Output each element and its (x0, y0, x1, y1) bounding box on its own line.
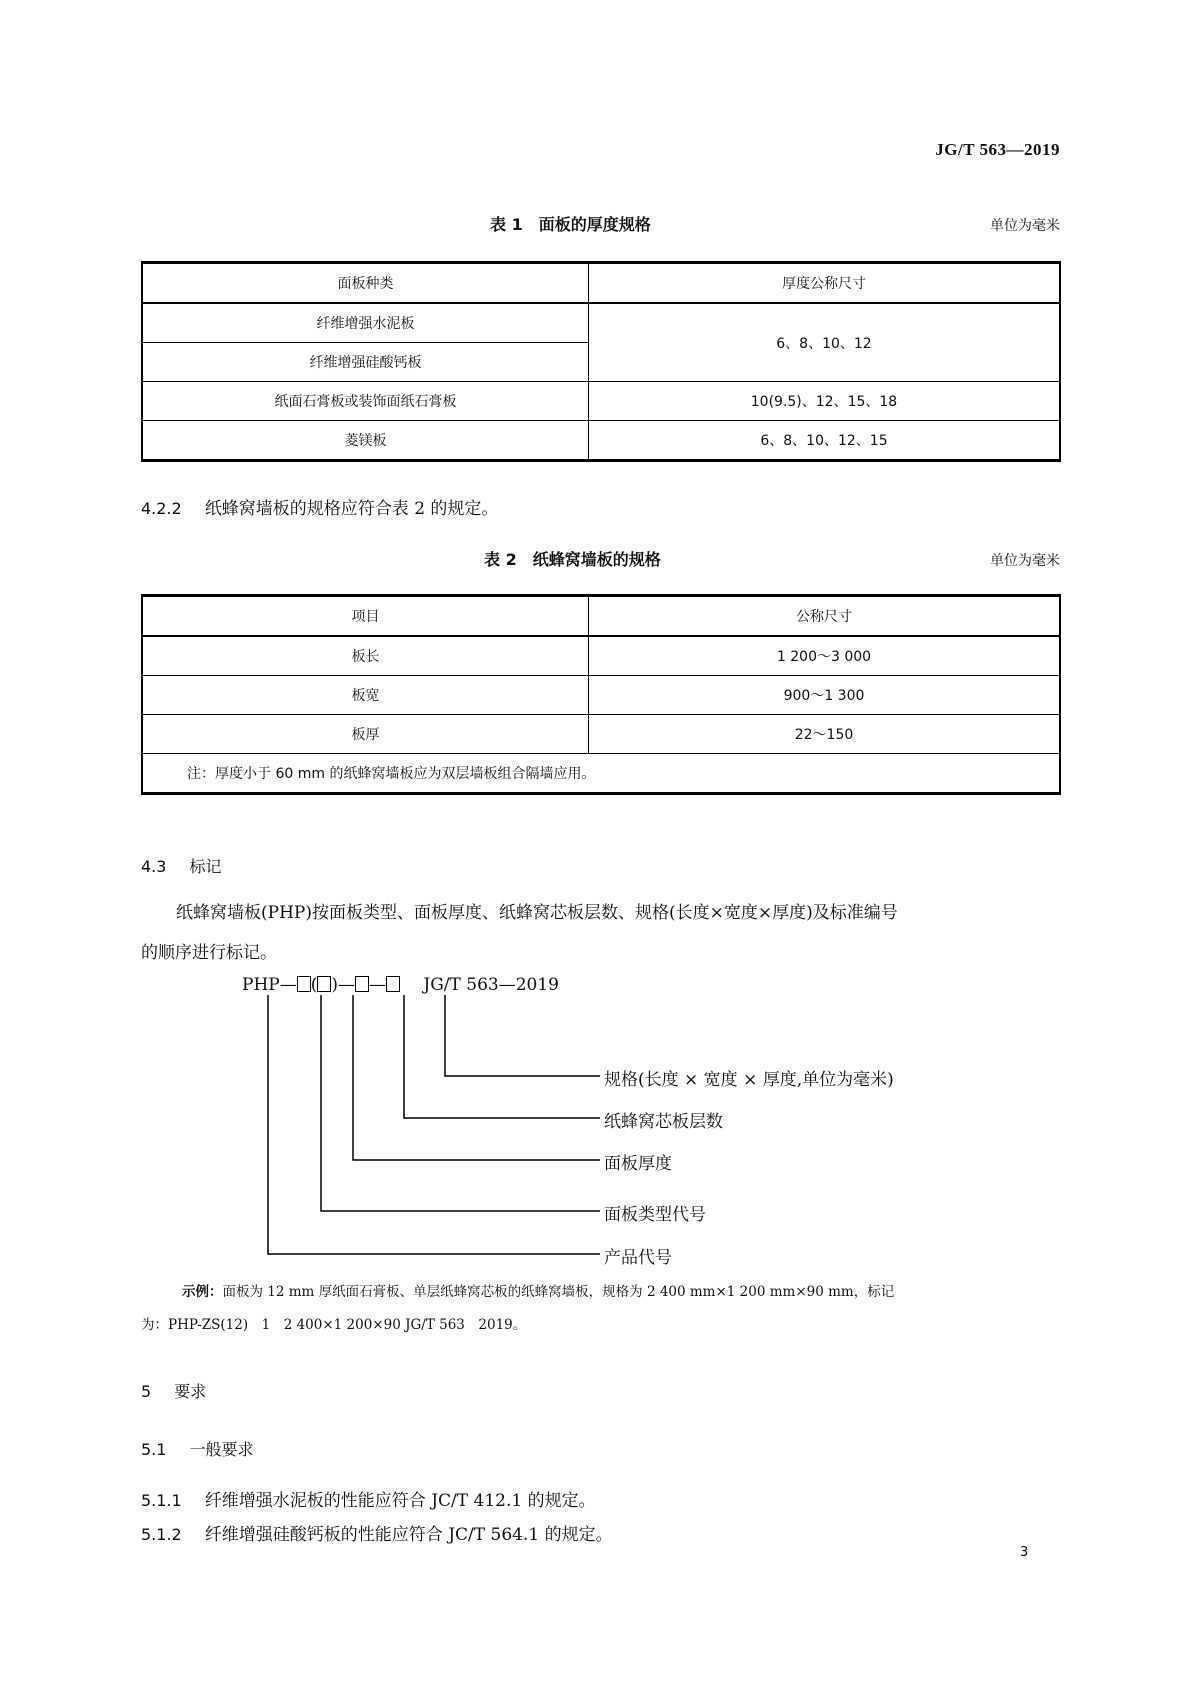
leader-line-specification (445, 995, 600, 1076)
table2-cell-item: 板长 (142, 636, 589, 676)
diagram-label-specification: 规格(长度 × 宽度 × 厚度,单位为毫米) (604, 1070, 894, 1090)
clause-number: 5.1.1 (141, 1491, 182, 1510)
marking-dash: — (368, 975, 386, 995)
table1-title: 表 1 面板的厚度规格 (490, 215, 651, 234)
section-title: 一般要求 (189, 1440, 254, 1459)
example-line1 (182, 1280, 894, 1300)
table1-cell-type: 菱镁板 (142, 421, 589, 461)
section-5-1-heading (141, 1437, 254, 1460)
clause-5-1-1 (141, 1486, 596, 1511)
table1-unit: 单位为毫米 (990, 218, 1060, 234)
table1-cell-thickness: 6、8、10、12、15 (589, 421, 1061, 461)
section-title: 标记 (189, 857, 222, 876)
marking-close-paren: )— (331, 975, 355, 995)
marking-open-paren: ( (310, 975, 318, 995)
table2-header-item: 项目 (142, 596, 589, 637)
leader-line-panel-type (321, 995, 600, 1211)
clause-number: 5.1.2 (141, 1525, 182, 1544)
table2-header-size: 公称尺寸 (589, 596, 1061, 637)
section-title: 要求 (174, 1382, 207, 1401)
table1-cell-thickness: 6、8、10、12 (589, 303, 1061, 382)
table1-header-type: 面板种类 (142, 263, 589, 304)
table1-header-thickness: 厚度公称尺寸 (589, 263, 1061, 304)
page-number: 3 (1020, 1545, 1029, 1560)
clause-text: 纤维增强水泥板的性能应符合 JC/T 412.1 的规定。 (204, 1491, 596, 1511)
table2-cell-size: 1 200～3 000 (589, 636, 1061, 676)
section-5-heading (141, 1379, 206, 1402)
table2-cell-size: 22～150 (589, 715, 1061, 754)
example-text: 面板为 12 mm 厚纸面石膏板、单层纸蜂窝芯板的纸蜂窝墙板，规格为 2 400 mm×1 200 mm×90 mm，标记 (222, 1284, 895, 1300)
diagram-label-panel-type: 面板类型代号 (604, 1205, 706, 1225)
leader-line-product-code (268, 995, 600, 1254)
table1-cell-type: 纸面石膏板或装饰面纸石膏板 (142, 382, 589, 421)
standard-code-header: JG/T 563—2019 (935, 140, 1060, 159)
table2-title: 表 2 纸蜂窝墙板的规格 (484, 550, 661, 569)
clause-5-1-2 (141, 1520, 613, 1545)
table2-note: 注：厚度小于 60 mm 的纸蜂窝墙板应为双层墙板组合隔墙应用。 (142, 754, 1060, 794)
section-number: 5.1 (141, 1440, 167, 1459)
diagram-label-panel-thickness: 面板厚度 (604, 1154, 672, 1174)
table1-cell-type: 纤维增强硅酸钙板 (142, 343, 589, 382)
table1-cell-type: 纤维增强水泥板 (142, 303, 589, 343)
leader-line-core-layers (404, 995, 600, 1118)
example-label: 示例： (182, 1284, 223, 1300)
section-number: 5 (141, 1382, 152, 1401)
example-line2: 为：PHP-ZS(12) 1 2 400×1 200×90 JG/T 563 2019。 (141, 1317, 527, 1333)
clause-number: 4.2.2 (141, 499, 182, 518)
marking-paragraph-line2: 的顺序进行标记。 (141, 943, 277, 963)
leader-line-panel-thickness (353, 995, 600, 1160)
table2-unit: 单位为毫米 (990, 553, 1060, 569)
marking-prefix: PHP— (242, 975, 297, 995)
clause-text: 纤维增强硅酸钙板的性能应符合 JC/T 564.1 的规定。 (204, 1525, 613, 1545)
table2-cell-size: 900～1 300 (589, 676, 1061, 715)
diagram-label-product-code: 产品代号 (604, 1248, 672, 1268)
marking-paragraph-line1: 纸蜂窝墙板(PHP)按面板类型、面板厚度、纸蜂窝芯板层数、规格(长度×宽度×厚度)及标准编号 (176, 903, 898, 923)
section-number: 4.3 (141, 857, 167, 876)
table2-cell-item: 板厚 (142, 715, 589, 754)
diagram-label-core-layers: 纸蜂窝芯板层数 (604, 1112, 723, 1132)
clause-text: 纸蜂窝墙板的规格应符合表 2 的规定。 (204, 499, 499, 519)
table1-cell-thickness: 10(9.5)、12、15、18 (589, 382, 1061, 421)
marking-standard-code: JG/T 563—2019 (423, 975, 559, 995)
table2-cell-item: 板宽 (142, 676, 589, 715)
